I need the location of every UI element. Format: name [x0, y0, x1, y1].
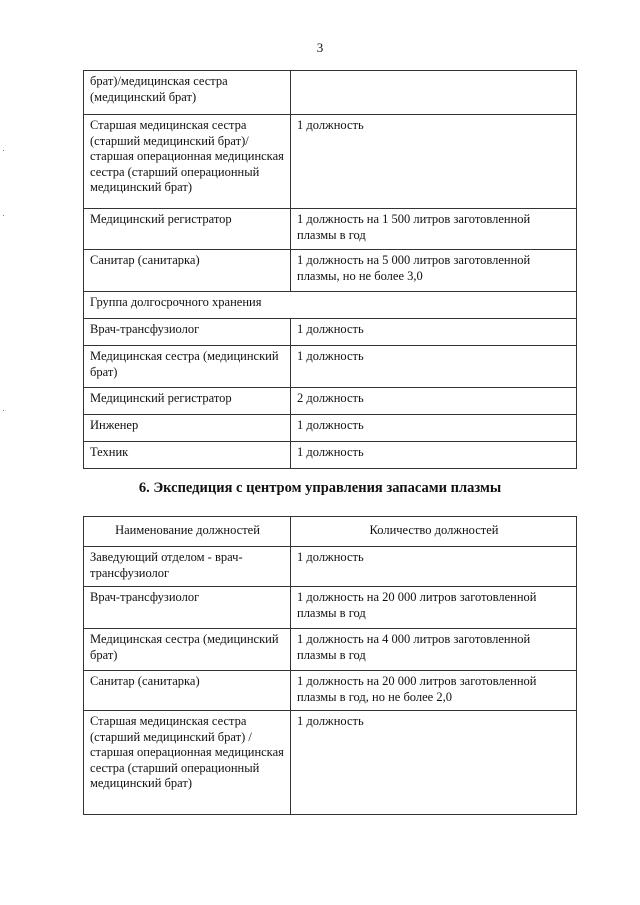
table-row — [84, 442, 577, 469]
position-count-cell: 1 должность — [291, 711, 577, 815]
position-count-cell: 1 должность на 20 000 литров заготовленной плазмы в год, но не более 2,0 — [291, 671, 577, 711]
table-row — [84, 388, 577, 415]
position-name-cell: Техник — [84, 442, 291, 469]
table-row — [84, 711, 577, 815]
position-name-cell: брат)/медицинская сестра (медицинский брат) — [84, 71, 291, 115]
position-name-cell: Медицинский регистратор — [84, 209, 291, 250]
position-count-cell: 1 должность — [291, 319, 577, 346]
table-row — [84, 346, 577, 388]
position-count-cell: 1 должность на 1 500 литров заготовленной плазмы в год — [291, 209, 577, 250]
table-row — [84, 587, 577, 629]
position-name-cell: Врач-трансфузиолог — [84, 319, 291, 346]
section-heading: 6. Экспедиция с центром управления запасами плазмы — [138, 480, 502, 496]
group-label-cell: Группа долгосрочного хранения — [84, 292, 577, 319]
table-row — [84, 415, 577, 442]
table-header-row — [84, 517, 577, 547]
table-row — [84, 115, 577, 209]
position-name-cell: Врач-трансфузиолог — [84, 587, 291, 629]
position-name-cell: Медицинская сестра (медицинский брат) — [84, 346, 291, 388]
table-row — [84, 319, 577, 346]
position-count-cell: 1 должность — [291, 115, 577, 209]
table-row — [84, 671, 577, 711]
scan-mark — [3, 215, 4, 216]
column-header-count: Количество должностей — [291, 517, 577, 547]
staffing-table-continued — [83, 70, 577, 469]
position-name-cell: Заведующий отделом - врач-трансфузиолог — [84, 547, 291, 587]
position-count-cell — [291, 71, 577, 115]
position-name-cell: Санитар (санитарка) — [84, 250, 291, 292]
position-count-cell: 1 должность на 4 000 литров заготовленной плазмы в год — [291, 629, 577, 671]
position-name-cell: Инженер — [84, 415, 291, 442]
position-name-cell: Санитар (санитарка) — [84, 671, 291, 711]
table-row-group — [84, 292, 577, 319]
position-name-cell: Старшая медицинская сестра (старший медицинский брат)/ старшая операционная медицинская сестра (старший операционный медицинский брат) — [84, 115, 291, 209]
expedition-staffing-table — [83, 516, 577, 815]
position-name-cell: Медицинский регистратор — [84, 388, 291, 415]
scan-mark — [3, 150, 4, 151]
position-count-cell: 1 должность — [291, 547, 577, 587]
position-count-cell: 1 должность — [291, 415, 577, 442]
page-number: 3 — [316, 40, 324, 55]
position-count-cell: 1 должность на 5 000 литров заготовленной плазмы, но не более 3,0 — [291, 250, 577, 292]
position-count-cell: 1 должность на 20 000 литров заготовленной плазмы в год — [291, 587, 577, 629]
position-count-cell: 2 должность — [291, 388, 577, 415]
position-name-cell: Старшая медицинская сестра (старший медицинский брат) /старшая операционная медицинская сестра (старший операционный медицинский брат) — [84, 711, 291, 815]
table-row — [84, 209, 577, 250]
scan-mark — [3, 410, 4, 411]
position-name-cell: Медицинская сестра (медицинский брат) — [84, 629, 291, 671]
table-row — [84, 71, 577, 115]
table-row — [84, 250, 577, 292]
table-row — [84, 629, 577, 671]
column-header-name: Наименование должностей — [84, 517, 291, 547]
position-count-cell: 1 должность — [291, 442, 577, 469]
position-count-cell: 1 должность — [291, 346, 577, 388]
table-row — [84, 547, 577, 587]
